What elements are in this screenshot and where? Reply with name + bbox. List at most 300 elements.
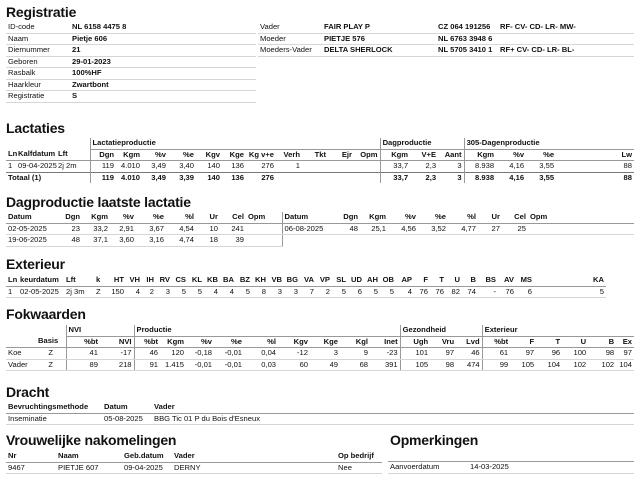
dagproductie-header: %l xyxy=(166,212,196,223)
exterieur-header: BA xyxy=(220,275,236,286)
dagproductie-header: Cel xyxy=(502,212,528,223)
exterieur-cell: 5 xyxy=(534,286,606,298)
nakomelingen-header: Geb.datum xyxy=(122,451,172,462)
fokwaarden-cell: 99 xyxy=(482,359,510,371)
fokwaarden-header: Ex xyxy=(616,336,634,348)
dagproductie-cell: 3,60 xyxy=(110,235,136,247)
fokwaarden-header: Kgm xyxy=(160,336,186,348)
lactaties-total-cell xyxy=(302,172,328,183)
exterieur-cell: 76 xyxy=(430,286,446,298)
fokwaarden-cell: 0,03 xyxy=(244,359,278,371)
exterieur-cell: 4 xyxy=(396,286,414,298)
dagproductie-cell: 33,2 xyxy=(82,223,110,235)
dagproductie-cell xyxy=(246,235,282,247)
pedigree-row xyxy=(258,45,634,57)
pedigree-row xyxy=(258,33,634,45)
lactaties-table xyxy=(6,138,634,183)
fokwaarden-cell: 105 xyxy=(400,359,430,371)
lactaties-header: Opm xyxy=(354,149,380,161)
exterieur-header: T xyxy=(430,275,446,286)
fokwaarden-cell: 0,04 xyxy=(244,348,278,360)
exterieur-header: UD xyxy=(348,275,364,286)
fokwaarden-cell: 104 xyxy=(536,359,562,371)
nakomelingen-cell: 09-04-2025 xyxy=(122,462,172,474)
fokwaarden-cell: 98 xyxy=(588,348,616,360)
lactaties-header: Kgm xyxy=(116,149,142,161)
fokwaarden-cell: 60 xyxy=(278,359,310,371)
opmerkingen-table xyxy=(388,461,634,474)
exterieur-cell: 6 xyxy=(516,286,534,298)
dagproductie-cell: 39 xyxy=(220,235,246,247)
registratie-left-table xyxy=(6,22,256,103)
dagproductie-cell: 48 xyxy=(334,223,360,235)
dagproductie-cell: 4,56 xyxy=(388,223,418,235)
fokwaarden-cell: 101 xyxy=(400,348,430,360)
lactaties-total-cell: 8.938 xyxy=(464,172,496,183)
fokwaarden-row xyxy=(6,348,634,360)
dagproductie-cell: 25,1 xyxy=(360,223,388,235)
fokwaarden-header: Inet xyxy=(370,336,400,348)
lactaties-header: Aant xyxy=(438,149,464,161)
exterieur-header: KH xyxy=(252,275,268,286)
lactaties-header: %v xyxy=(142,149,168,161)
fokwaarden-cell: 97 xyxy=(430,348,456,360)
exterieur-cell: - xyxy=(478,286,498,298)
fokwaarden-cell: 49 xyxy=(310,359,340,371)
dagproductie-cell: 3,16 xyxy=(136,235,166,247)
fokwaarden-cell: -0,01 xyxy=(214,348,244,360)
exterieur-cell: 150 xyxy=(108,286,126,298)
lactaties-cell: 2,3 xyxy=(425,161,437,170)
lactaties-header: Kalfdatum xyxy=(16,149,56,161)
exterieur-header: keurdatum xyxy=(18,275,64,286)
lactaties-total-cell: 3 xyxy=(438,172,464,183)
lactaties-header: Kgm xyxy=(464,149,496,161)
exterieur-header: KA xyxy=(534,275,606,286)
nakomelingen-cell: DERNY xyxy=(172,462,336,474)
lactaties-cell xyxy=(354,161,380,173)
exterieur-cell: 5 xyxy=(364,286,380,298)
section-title-opmerkingen: Opmerkingen xyxy=(390,432,479,448)
dagproductie-cell: 23 xyxy=(56,223,82,235)
lactaties-total-cell: 3,39 xyxy=(168,172,196,183)
registratie-row xyxy=(6,22,256,33)
exterieur-cell: 76 xyxy=(414,286,430,298)
registratie-value: NL 6158 4475 8 xyxy=(70,22,256,33)
exterieur-header: k xyxy=(94,275,108,286)
dagproductie-cell xyxy=(246,223,282,235)
lactaties-total-cell: Totaal (1) xyxy=(6,172,90,183)
fokwaarden-header: Kgv xyxy=(278,336,310,348)
registratie-row xyxy=(6,33,256,45)
exterieur-cell: 4 xyxy=(126,286,142,298)
lactaties-header: Ln xyxy=(6,149,16,161)
fokwaarden-cell: 474 xyxy=(456,359,482,371)
exterieur-table xyxy=(6,275,606,298)
fokwaarden-header: %v xyxy=(186,336,214,348)
dagproductie-header: %v xyxy=(110,212,136,223)
fokwaarden-header: Basis xyxy=(36,336,66,348)
registratie-label: Naam xyxy=(6,33,70,45)
section-title-lactaties: Lactaties xyxy=(6,120,65,136)
exterieur-header: VA xyxy=(300,275,316,286)
lactaties-total-cell: 119 xyxy=(90,172,116,183)
registratie-row xyxy=(6,68,256,80)
pedigree-label: Moeders-Vader xyxy=(258,45,322,57)
dagproductie-cell: 19-06-2025 xyxy=(6,235,56,247)
dagproductie-header: %v xyxy=(388,212,418,223)
exterieur-header: IH xyxy=(142,275,156,286)
dagproductie-header: Cel xyxy=(220,212,246,223)
pedigree-genetics: RF+ CV- CD- LR- BL- xyxy=(498,45,634,57)
lactaties-total-cell xyxy=(328,172,354,183)
dagproductie-cell: 48 xyxy=(56,235,82,247)
fokwaarden-header xyxy=(6,336,36,348)
registratie-label: Diernummer xyxy=(6,45,70,57)
registratie-label: ID-code xyxy=(6,22,70,33)
lactaties-total-cell: 4.010 xyxy=(116,172,142,183)
fokwaarden-cell: 91 xyxy=(134,359,160,371)
exterieur-header: B xyxy=(462,275,478,286)
dagproductie-cell: 02-05-2025 xyxy=(6,223,56,235)
lactaties-header: Tkt xyxy=(302,149,328,161)
fokwaarden-cell: -0,18 xyxy=(186,348,214,360)
registratie-label: Registratie xyxy=(6,91,70,103)
lactaties-header: V+E xyxy=(410,149,438,161)
pedigree-genetics xyxy=(498,33,634,45)
fokwaarden-cell: 104 xyxy=(616,359,634,371)
pedigree-id: NL 5705 3410 1 xyxy=(436,45,498,57)
dagproductie-cell: 3,52 xyxy=(418,223,448,235)
lactaties-header: %e xyxy=(168,149,196,161)
dagproductie-cell: 06-08-2025 xyxy=(282,223,334,235)
lactaties-total-cell: 140 xyxy=(196,172,222,183)
dagproductie-header: Kgm xyxy=(82,212,110,223)
fokwaarden-cell: -0,01 xyxy=(186,359,214,371)
lactaties-cell xyxy=(302,161,328,173)
dagproductie-table xyxy=(6,212,634,247)
exterieur-cell: 2 xyxy=(142,286,156,298)
exterieur-header: AV xyxy=(498,275,516,286)
exterieur-header: BG xyxy=(284,275,300,286)
fokwaarden-header: Lvd xyxy=(456,336,482,348)
exterieur-header: VH xyxy=(126,275,142,286)
registratie-value: 21 xyxy=(70,45,256,57)
nakomelingen-cell: PIETJE 607 xyxy=(56,462,122,474)
lactaties-total-cell xyxy=(354,172,380,183)
exterieur-cell: 5 xyxy=(172,286,188,298)
lactaties-header: Dgn xyxy=(90,149,116,161)
fokwaarden-cell: Z xyxy=(36,348,66,360)
pedigree-id: NL 6763 3948 6 xyxy=(436,33,498,45)
dagproductie-header: Datum xyxy=(282,212,334,223)
fokwaarden-cell: 100 xyxy=(562,348,588,360)
fokwaarden-cell: -17 xyxy=(100,348,134,360)
lactaties-total-cell: 3,55 xyxy=(526,172,556,183)
group-lactatieproductie: Lactatieproductie xyxy=(90,138,380,149)
fokwaarden-header: Ugh xyxy=(400,336,430,348)
exterieur-header: U xyxy=(446,275,462,286)
fokwaarden-cell: 61 xyxy=(482,348,510,360)
dracht-header: Datum xyxy=(102,402,152,413)
exterieur-cell: 5 xyxy=(236,286,252,298)
fokwaarden-header: U xyxy=(562,336,588,348)
registratie-row xyxy=(6,56,256,68)
fokwaarden-cell: 391 xyxy=(370,359,400,371)
fokwaarden-cell: 89 xyxy=(66,359,100,371)
lactaties-cell: 8.938 xyxy=(464,161,496,173)
pedigree-label: Moeder xyxy=(258,33,322,45)
pedigree-genetics: RF- CV- CD- LR- MW- xyxy=(498,22,634,33)
registratie-row xyxy=(6,91,256,103)
fokwaarden-header: Vru xyxy=(430,336,456,348)
exterieur-header: CS xyxy=(172,275,188,286)
registratie-value: 100%HF xyxy=(70,68,256,80)
fokwaarden-cell: 98 xyxy=(430,359,456,371)
lactaties-cell: 276 xyxy=(261,161,274,170)
dagproductie-cell: 27 xyxy=(478,223,502,235)
lactaties-cell: 88 xyxy=(623,161,632,170)
dracht-header: Bevruchtingsmethode xyxy=(6,402,102,413)
exterieur-cell: 5 xyxy=(332,286,348,298)
fokwaarden-cell: 1.415 xyxy=(160,359,186,371)
lactaties-header: Kgm xyxy=(380,149,410,161)
dagproductie-header: Opm xyxy=(528,212,634,223)
registratie-value: S xyxy=(70,91,256,103)
fokwaarden-cell: 120 xyxy=(160,348,186,360)
pedigree-name: FAIR PLAY P xyxy=(322,22,436,33)
lactaties-total-cell: 2,3 xyxy=(410,172,438,183)
lactaties-header: Ejr xyxy=(328,149,354,161)
nakomelingen-header: Op bedrijf xyxy=(336,451,382,462)
exterieur-cell: 5 xyxy=(380,286,396,298)
dracht-cell: Inseminatie xyxy=(6,413,102,425)
dracht-cell: BBG Tic 01 P du Bois d'Esneux xyxy=(152,413,634,425)
group-exterieur: Exterieur xyxy=(482,325,634,336)
lactaties-total-cell: 3,49 xyxy=(142,172,168,183)
fokwaarden-header: F xyxy=(510,336,536,348)
fokwaarden-header: Kgl xyxy=(340,336,370,348)
dagproductie-header: %e xyxy=(136,212,166,223)
lactaties-cell: 09-04-2025 xyxy=(18,161,57,170)
dagproductie-header: Opm xyxy=(246,212,282,223)
dagproductie-cell: 3,67 xyxy=(136,223,166,235)
nakomelingen-header: Vader xyxy=(172,451,336,462)
lactaties-cell: 2j 2m xyxy=(58,161,77,170)
dagproductie-header: Dgn xyxy=(334,212,360,223)
exterieur-header: HT xyxy=(108,275,126,286)
fokwaarden-header: %bt xyxy=(66,336,100,348)
lactaties-header: Kg v+e xyxy=(246,149,276,161)
section-title-fokwaarden: Fokwaarden xyxy=(6,306,86,322)
exterieur-cell: 2 xyxy=(316,286,332,298)
dagproductie-cell: 25 xyxy=(502,223,528,235)
fokwaarden-cell: Vader xyxy=(6,359,36,371)
lactaties-header: Kge xyxy=(222,149,246,161)
fokwaarden-row xyxy=(6,359,634,371)
lactaties-total-cell xyxy=(276,172,302,183)
fokwaarden-cell: 68 xyxy=(340,359,370,371)
pedigree-name: PIETJE 576 xyxy=(322,33,436,45)
exterieur-header: VP xyxy=(316,275,332,286)
lactaties-total-cell: 4,16 xyxy=(496,172,526,183)
exterieur-header: BS xyxy=(478,275,498,286)
dagproductie-cell: 4,54 xyxy=(166,223,196,235)
registratie-label: Rasbalk xyxy=(6,68,70,80)
exterieur-cell: 2j 3m xyxy=(64,286,94,298)
nakomelingen-row xyxy=(6,462,382,474)
lactaties-cell: 136 xyxy=(231,161,244,170)
dracht-header: Vader xyxy=(152,402,634,413)
dagproductie-cell xyxy=(528,223,634,235)
exterieur-cell: 82 xyxy=(446,286,462,298)
registratie-row xyxy=(6,45,256,57)
nakomelingen-table xyxy=(6,451,382,474)
exterieur-cell: 3 xyxy=(284,286,300,298)
section-title-exterieur: Exterieur xyxy=(6,256,65,272)
exterieur-header: OB xyxy=(380,275,396,286)
fokwaarden-cell: 97 xyxy=(510,348,536,360)
dagproductie-cell: 241 xyxy=(220,223,246,235)
exterieur-cell: 74 xyxy=(462,286,478,298)
dracht-table xyxy=(6,402,634,425)
lactaties-header: Verh xyxy=(276,149,302,161)
exterieur-header: KL xyxy=(188,275,204,286)
exterieur-header: BZ xyxy=(236,275,252,286)
dagproductie-cell: 4,77 xyxy=(448,223,478,235)
dagproductie-header: Ur xyxy=(196,212,220,223)
nakomelingen-header: Nr xyxy=(6,451,56,462)
fokwaarden-cell: 218 xyxy=(100,359,134,371)
lactaties-cell: 3,40 xyxy=(179,161,194,170)
fokwaarden-header: %bt xyxy=(134,336,160,348)
fokwaarden-cell: 96 xyxy=(536,348,562,360)
lactaties-cell: 33,7 xyxy=(380,161,410,173)
fokwaarden-header: NVI xyxy=(100,336,134,348)
fokwaarden-cell: -0,01 xyxy=(214,359,244,371)
exterieur-cell: 7 xyxy=(300,286,316,298)
pedigree-name: DELTA SHERLOCK xyxy=(322,45,436,57)
registratie-value: Pietje 606 xyxy=(70,33,256,45)
dracht-row xyxy=(6,413,634,425)
dagproductie-header: Kgm xyxy=(360,212,388,223)
pedigree-row xyxy=(258,22,634,33)
registratie-right-table xyxy=(258,22,634,67)
fokwaarden-cell: 41 xyxy=(66,348,100,360)
lactaties-cell: 4,16 xyxy=(509,161,525,170)
exterieur-header: AP xyxy=(396,275,414,286)
lactaties-cell: 3 xyxy=(457,161,462,170)
lactaties-cell: 119 xyxy=(90,161,116,173)
fokwaarden-cell: 102 xyxy=(562,359,588,371)
pedigree-label: Vader xyxy=(258,22,322,33)
exterieur-header: SL xyxy=(332,275,348,286)
registratie-value: 29-01-2023 xyxy=(70,56,256,68)
lactaties-cell: 140 xyxy=(207,161,220,170)
group-305-dagenproductie: 305-Dagenproductie xyxy=(464,138,634,149)
fokwaarden-cell: Z xyxy=(36,359,66,371)
opmerkingen-value: 14-03-2025 xyxy=(468,462,634,474)
lactaties-cell: 1 xyxy=(295,161,300,170)
lactaties-cell: 3,55 xyxy=(539,161,555,170)
lactaties-header: %v xyxy=(496,149,526,161)
exterieur-header: RV xyxy=(156,275,172,286)
lactaties-cell: 3,49 xyxy=(151,161,166,170)
group-productie: Productie xyxy=(134,325,400,336)
exterieur-cell: 4 xyxy=(220,286,236,298)
dracht-cell: 05-08-2025 xyxy=(102,413,152,425)
lactaties-cell: 4.010 xyxy=(120,161,140,170)
opmerkingen-label: Aanvoerdatum xyxy=(388,462,468,474)
lactaties-total-cell: 88 xyxy=(556,172,634,183)
dagproductie-header: Datum xyxy=(6,212,56,223)
fokwaarden-cell: 105 xyxy=(510,359,536,371)
lactaties-total-cell: 136 xyxy=(222,172,246,183)
lactaties-cell xyxy=(328,161,354,173)
fokwaarden-header: B xyxy=(588,336,616,348)
exterieur-cell: 5 xyxy=(188,286,204,298)
section-title-nakomelingen: Vrouwelijke nakomelingen xyxy=(6,432,177,448)
fokwaarden-header: %bt xyxy=(482,336,510,348)
pedigree-id: CZ 064 191256 xyxy=(436,22,498,33)
fokwaarden-cell: 46 xyxy=(134,348,160,360)
exterieur-cell: 4 xyxy=(204,286,220,298)
dagproductie-cell: 37,1 xyxy=(82,235,110,247)
fokwaarden-header: T xyxy=(536,336,562,348)
exterieur-cell: 8 xyxy=(252,286,268,298)
fokwaarden-cell: -23 xyxy=(370,348,400,360)
group-gezondheid: Gezondheid xyxy=(400,325,482,336)
fokwaarden-cell: 3 xyxy=(310,348,340,360)
lactaties-cell: 1 xyxy=(8,161,13,170)
exterieur-cell: 1 xyxy=(6,286,18,298)
exterieur-header: AH xyxy=(364,275,380,286)
dagproductie-header: Dgn xyxy=(56,212,82,223)
fokwaarden-header: %l xyxy=(244,336,278,348)
registratie-row xyxy=(6,79,256,91)
lactaties-total-cell: 33,7 xyxy=(380,172,410,183)
opmerkingen-row xyxy=(388,462,634,474)
section-title-dagproductie: Dagproductie laatste lactatie xyxy=(6,194,191,210)
dagproductie-cell: 2,91 xyxy=(110,223,136,235)
group-dagproductie: Dagproductie xyxy=(380,138,464,149)
exterieur-header: F xyxy=(414,275,430,286)
dagproductie-row xyxy=(6,235,634,247)
section-title-registratie: Registratie xyxy=(6,4,77,20)
lactaties-total-row xyxy=(6,172,634,183)
section-title-dracht: Dracht xyxy=(6,384,50,400)
fokwaarden-cell: Koe xyxy=(6,348,36,360)
lactaties-header: Kgv xyxy=(196,149,222,161)
exterieur-header: Ln xyxy=(8,275,18,284)
group-nvi: NVI xyxy=(66,325,134,336)
fokwaarden-cell: 9 xyxy=(340,348,370,360)
dagproductie-cell: 18 xyxy=(196,235,220,247)
fokwaarden-cell: -12 xyxy=(278,348,310,360)
dagproductie-header: Ur xyxy=(478,212,502,223)
registratie-label: Geboren xyxy=(6,56,70,68)
lactaties-header: %e xyxy=(526,149,556,161)
dagproductie-header: %e xyxy=(418,212,448,223)
dagproductie-cell: 4,74 xyxy=(166,235,196,247)
exterieur-cell: 76 xyxy=(498,286,516,298)
registratie-label: Haarkleur xyxy=(6,79,70,91)
fokwaarden-table xyxy=(6,325,634,371)
lactaties-header: Lft xyxy=(56,149,90,161)
fokwaarden-cell: 46 xyxy=(456,348,482,360)
exterieur-header: KB xyxy=(204,275,220,286)
dagproductie-row xyxy=(6,223,634,235)
